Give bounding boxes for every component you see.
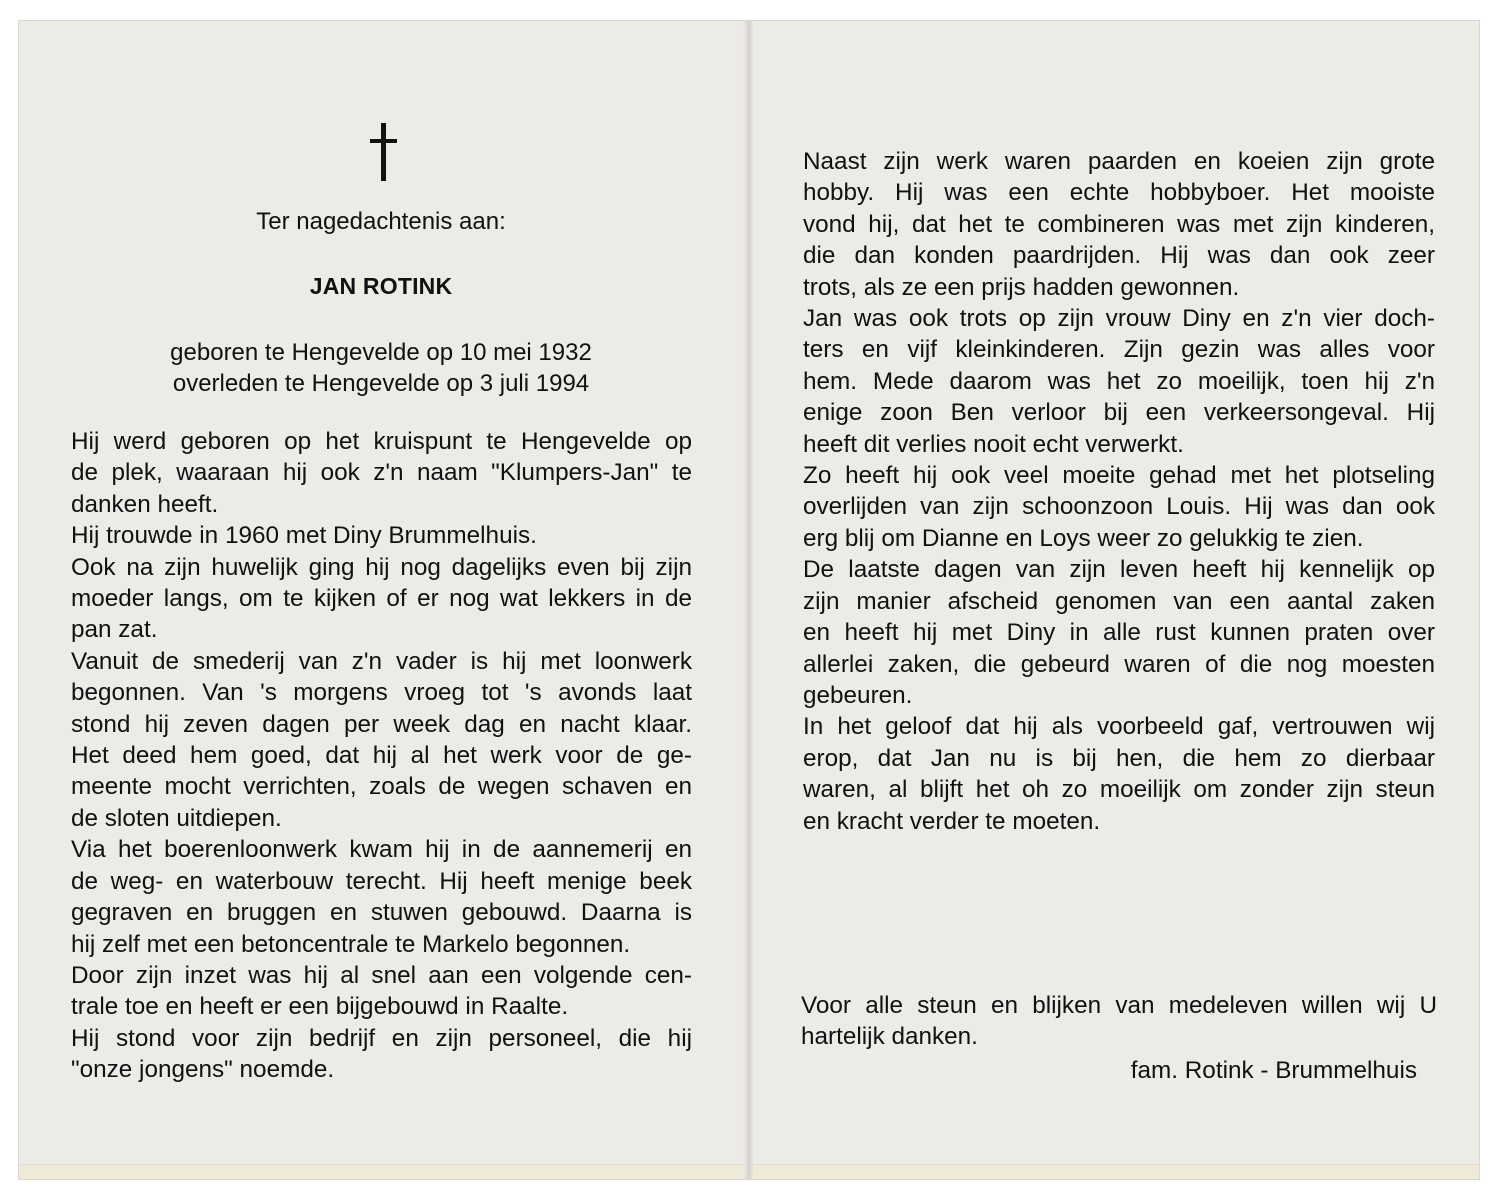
- cross-horizontal-bar: [370, 139, 397, 143]
- text-line: hij zelf met een betoncentrale te Markelo begonnen.: [71, 930, 631, 958]
- text-line: de plek, waaraan hij ook z'n naam "Klumpers-Jan" te: [71, 459, 692, 487]
- left-biography-text: [71, 426, 692, 1086]
- text-line: Via het boerenloonwerk kwam hij in de aannemerij en: [71, 836, 692, 864]
- text-line: Naast zijn werk waren paarden en koeien zijn grote: [803, 148, 1435, 175]
- text-line: danken heeft.: [71, 490, 219, 518]
- family-signature: fam. Rotink - Brummelhuis: [1130, 1057, 1417, 1084]
- text-line: pan zat.: [71, 616, 158, 644]
- in-memory-of-heading: Ter nagedachtenis aan:: [256, 208, 506, 235]
- text-line: allerlei zaken, die gebeurd waren of die nog moesten: [803, 650, 1435, 678]
- text-line: In het geloof dat hij als voorbeeld gaf, vertrouwen wij: [803, 713, 1435, 741]
- text-line: Zo heeft hij ook veel moeite gehad met het plotseling: [803, 462, 1435, 490]
- text-line: heeft dit verlies nooit echt verwerkt.: [803, 430, 1184, 458]
- text-line: en heeft hij met Diny in alle rust kunnen praten over: [803, 619, 1435, 647]
- text-line: de sloten uitdiepen.: [71, 804, 282, 832]
- text-line: meente mocht verrichten, zoals de wegen schaven en: [71, 773, 692, 801]
- text-line: overlijden van zijn schoonzoon Louis. Hij was dan ook: [803, 493, 1435, 521]
- text-line: vond hij, dat het te combineren was met zijn kinderen,: [803, 210, 1435, 238]
- text-line: trale toe en heeft er een bijgebouwd in Raalte.: [71, 993, 569, 1021]
- text-line: gegraven en bruggen en stuwen gebouwd. Daarna is: [71, 899, 692, 927]
- text-line: ters en vijf kleinkinderen. Zijn gezin was alles voor: [803, 336, 1435, 364]
- text-line: Vanuit de smederij van z'n vader is hij met loonwerk: [71, 647, 692, 675]
- text-line: gebeuren.: [803, 681, 913, 709]
- card-fold: [743, 21, 753, 1179]
- text-line: moeder langs, om te kijken of er nog wat lekkers in de: [71, 585, 692, 613]
- text-line: enige zoon Ben verloor bij een verkeersongeval. Hij: [803, 399, 1435, 427]
- text-line: waren, al blijft het oh zo moeilijk om zonder zijn steun: [803, 776, 1435, 804]
- text-line: hobby. Hij was een echte hobbyboer. Het mooiste: [803, 179, 1435, 207]
- text-line: die dan konden paardrijden. Hij was dan ook zeer: [803, 242, 1435, 270]
- text-line: Door zijn inzet was hij al snel aan een volgende cen-: [71, 961, 692, 989]
- text-line: Ook na zijn huwelijk ging hij nog dagelijks even bij zijn: [71, 553, 692, 581]
- text-line: Voor alle steun en blijken van medeleven willen wij U: [801, 992, 1437, 1019]
- text-line: en kracht verder te moeten.: [803, 807, 1101, 835]
- text-line: Jan was ook trots op zijn vrouw Diny en z'n vier doch-: [803, 305, 1435, 333]
- right-biography-text: [803, 146, 1435, 837]
- text-line: stond hij zeven dagen per week dag en nacht klaar.: [71, 710, 692, 738]
- text-line: erg blij om Dianne en Loys weer zo gelukkig te zien.: [803, 524, 1364, 552]
- text-line: trots, als ze een prijs hadden gewonnen.: [803, 273, 1240, 301]
- thanks-text: [801, 990, 1437, 1053]
- deceased-name: JAN ROTINK: [309, 273, 453, 299]
- text-line: erop, dat Jan nu is bij hen, die hem zo dierbaar: [803, 744, 1435, 772]
- death-line: overleden te Hengevelde op 3 juli 1994: [172, 370, 590, 397]
- birth-line: geboren te Hengevelde op 10 mei 1932: [170, 339, 592, 366]
- text-line: Hij trouwde in 1960 met Diny Brummelhuis.: [71, 522, 537, 550]
- text-line: hem. Mede daarom was het zo moeilijk, toen hij z'n: [803, 367, 1435, 395]
- text-line: De laatste dagen van zijn leven heeft hij kennelijk op: [803, 556, 1435, 584]
- right-panel: [753, 21, 1481, 1179]
- text-line: Hij stond voor zijn bedrijf en zijn personeel, die hij: [71, 1024, 692, 1052]
- text-line: begonnen. Van 's morgens vroeg tot 's avonds laat: [71, 679, 692, 707]
- text-line: de weg- en waterbouw terecht. Hij heeft menige beek: [71, 867, 692, 895]
- text-line: "onze jongens" noemde.: [71, 1056, 335, 1084]
- memorial-card: [18, 20, 1480, 1180]
- text-line: hartelijk danken.: [801, 1023, 978, 1051]
- text-line: Het deed hem goed, dat hij al het werk voor de ge-: [71, 742, 692, 770]
- cross-icon: [364, 123, 404, 181]
- text-line: Hij werd geboren op het kruispunt te Hengevelde op: [71, 428, 692, 455]
- text-line: zijn manier afscheid genomen van een aantal zaken: [803, 587, 1435, 615]
- cross-vertical-bar: [381, 123, 386, 181]
- left-panel: [19, 21, 743, 1179]
